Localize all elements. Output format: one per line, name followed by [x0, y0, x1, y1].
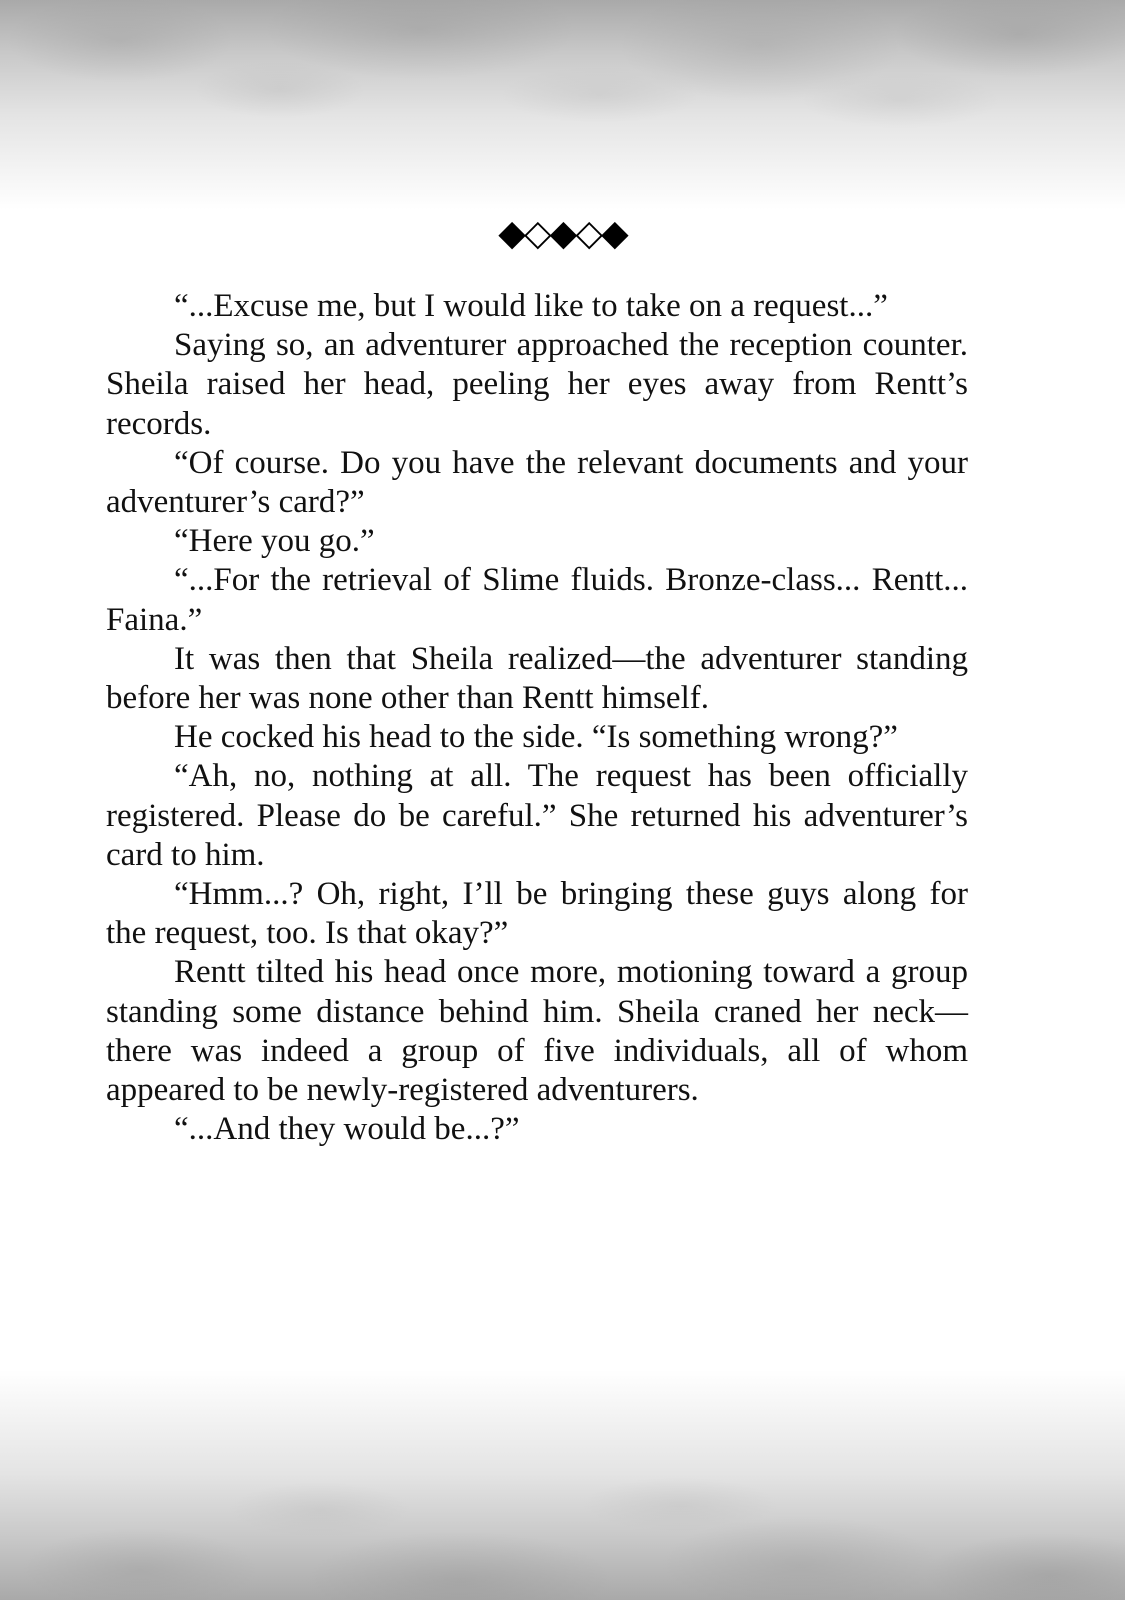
paragraph: “Hmm...? Oh, right, I’ll be bringing these guys along for the request, too. Is that okay?”: [106, 876, 968, 952]
paragraph: “Ah, no, nothing at all. The request has been officially registered. Please do be careful.” She returned his adventurer’s card to him.: [106, 758, 968, 873]
stone-texture-bottom: [0, 1370, 1125, 1600]
stone-texture-top: [0, 0, 1125, 210]
paragraph: Saying so, an adventurer approached the reception counter. Sheila raised her head, peeling her eyes away from Rentt’s records.: [106, 327, 968, 442]
paragraph: He cocked his head to the side. “Is something wrong?”: [174, 719, 898, 756]
paragraph: “Here you go.”: [174, 523, 375, 560]
paragraph: “Of course. Do you have the relevant documents and your adventurer’s card?”: [106, 444, 968, 521]
scene-break-diamonds: ◆◇◆◇◆: [498, 213, 627, 254]
paragraph: Rentt tilted his head once more, motioning toward a group standing some distance behind him. Sheila craned her neck—there was indeed a group of five individuals, all of whom appeared to be newly-registered adventurers.: [106, 954, 968, 1109]
paragraph: “...Excuse me, but I would like to take on a request...”: [174, 288, 888, 324]
paragraph: “...And they would be...?”: [174, 1111, 520, 1148]
page-text: [106, 287, 968, 1149]
paragraph: “...For the retrieval of Slime fluids. Bronze-class... Rentt... Faina.”: [106, 562, 968, 638]
paragraph: It was then that Sheila realized—the adventurer standing before her was none other than Rentt himself.: [106, 640, 968, 717]
